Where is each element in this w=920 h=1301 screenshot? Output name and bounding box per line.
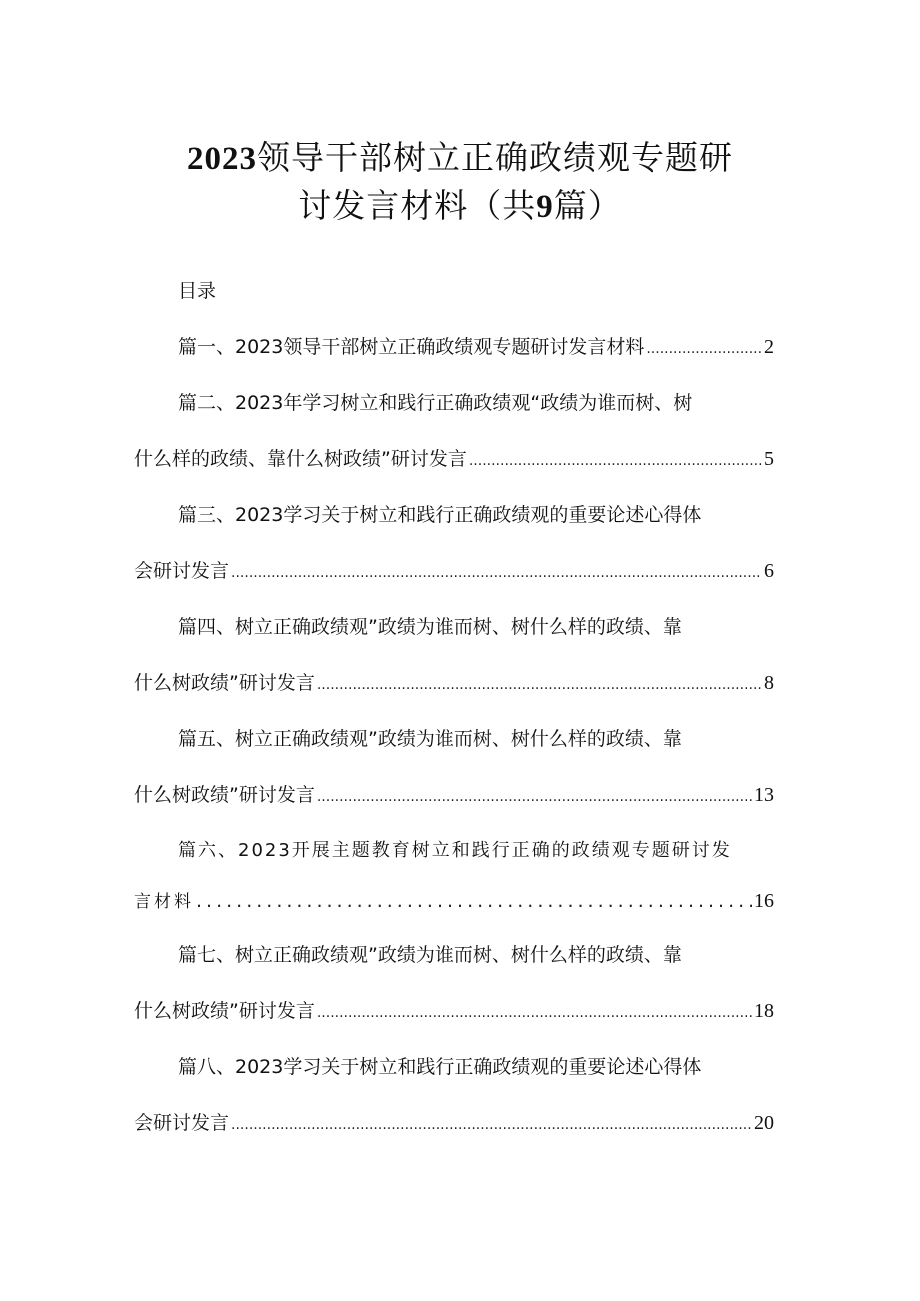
toc-entry-5-line-1[interactable]: 篇五、树立正确政绩观”政绩为谁而树、树什么样的政绩、靠 bbox=[178, 728, 682, 750]
toc-entry-3-title-end: 会研讨发言 bbox=[134, 560, 230, 582]
toc-entry-1[interactable] bbox=[178, 334, 774, 362]
toc-entry-5-leader bbox=[317, 784, 752, 810]
toc-entry-8-line-1[interactable]: 篇八、2023学习关于树立和践行正确政绩观的重要论述心得体 bbox=[178, 1056, 702, 1078]
toc-entry-2-line-1[interactable]: 篇二、2023年学习树立和践行正确政绩观“政绩为谁而树、树 bbox=[178, 392, 693, 414]
toc-entry-1-page: 2 bbox=[764, 336, 774, 358]
toc-entry-3-line-2[interactable] bbox=[134, 558, 774, 586]
toc-entry-8-page: 20 bbox=[754, 1112, 774, 1134]
toc-entry-7-leader bbox=[317, 1000, 752, 1026]
toc-entry-4-page: 8 bbox=[764, 672, 774, 694]
toc-entry-8-leader bbox=[231, 1112, 752, 1138]
toc-entry-3-line-1[interactable]: 篇三、2023学习关于树立和践行正确政绩观的重要论述心得体 bbox=[178, 504, 702, 526]
toc-entry-3-page: 6 bbox=[764, 560, 774, 582]
toc-entry-5-page: 13 bbox=[754, 784, 774, 806]
toc-entry-8-line-2[interactable] bbox=[134, 1110, 774, 1138]
toc-entry-4-line-2[interactable] bbox=[134, 670, 774, 698]
toc-entry-7-line-2[interactable] bbox=[134, 998, 774, 1026]
toc-entry-6-line-1[interactable]: 篇六、2023开展主题教育树立和践行正确的政绩观专题研讨发 bbox=[178, 840, 732, 861]
toc-entry-3-leader bbox=[231, 560, 762, 586]
toc-entry-4-title-end: 什么树政绩”研讨发言 bbox=[134, 672, 315, 694]
title-count: 9 bbox=[536, 189, 554, 225]
toc-entry-7-page: 18 bbox=[754, 1000, 774, 1022]
toc-entry-6-page: 16 bbox=[754, 890, 774, 912]
toc-entry-7-title-end: 什么树政绩”研讨发言 bbox=[134, 1000, 315, 1022]
title-text-2-post: 篇） bbox=[553, 186, 622, 225]
toc-entry-6-title-end: 言材料 bbox=[134, 892, 194, 912]
toc-entry-2-title-end: 什么样的政绩、靠什么树政绩”研讨发言 bbox=[134, 448, 467, 470]
toc-entry-5-title-end: 什么树政绩”研讨发言 bbox=[134, 784, 315, 806]
toc-entry-4-line-1[interactable]: 篇四、树立正确政绩观”政绩为谁而树、树什么样的政绩、靠 bbox=[178, 616, 682, 638]
document-title-line-2 bbox=[0, 186, 920, 227]
document-title-line-1 bbox=[0, 138, 920, 179]
toc-entry-2-line-2[interactable] bbox=[134, 446, 774, 474]
toc-entry-8-title-end: 会研讨发言 bbox=[134, 1112, 230, 1134]
toc-entry-2-page: 5 bbox=[764, 448, 774, 470]
toc-entry-6-leader bbox=[196, 888, 752, 914]
toc-entry-2-leader bbox=[469, 448, 762, 474]
toc-entry-7-line-1[interactable]: 篇七、树立正确政绩观”政绩为谁而树、树什么样的政绩、靠 bbox=[178, 944, 682, 966]
toc-entry-4-leader bbox=[317, 672, 762, 698]
toc-entry-1-title: 篇一、2023领导干部树立正确政绩观专题研讨发言材料 bbox=[178, 336, 645, 358]
title-text-2-pre: 讨发言材料（共 bbox=[298, 186, 537, 225]
toc-heading: 目录 bbox=[178, 280, 217, 302]
toc-entry-1-leader bbox=[646, 336, 762, 362]
title-text-1: 领导干部树立正确政绩观专题研 bbox=[257, 138, 733, 177]
toc-entry-6-line-2[interactable] bbox=[134, 888, 774, 915]
title-year: 2023 bbox=[187, 141, 257, 177]
toc-entry-5-line-2[interactable] bbox=[134, 782, 774, 810]
